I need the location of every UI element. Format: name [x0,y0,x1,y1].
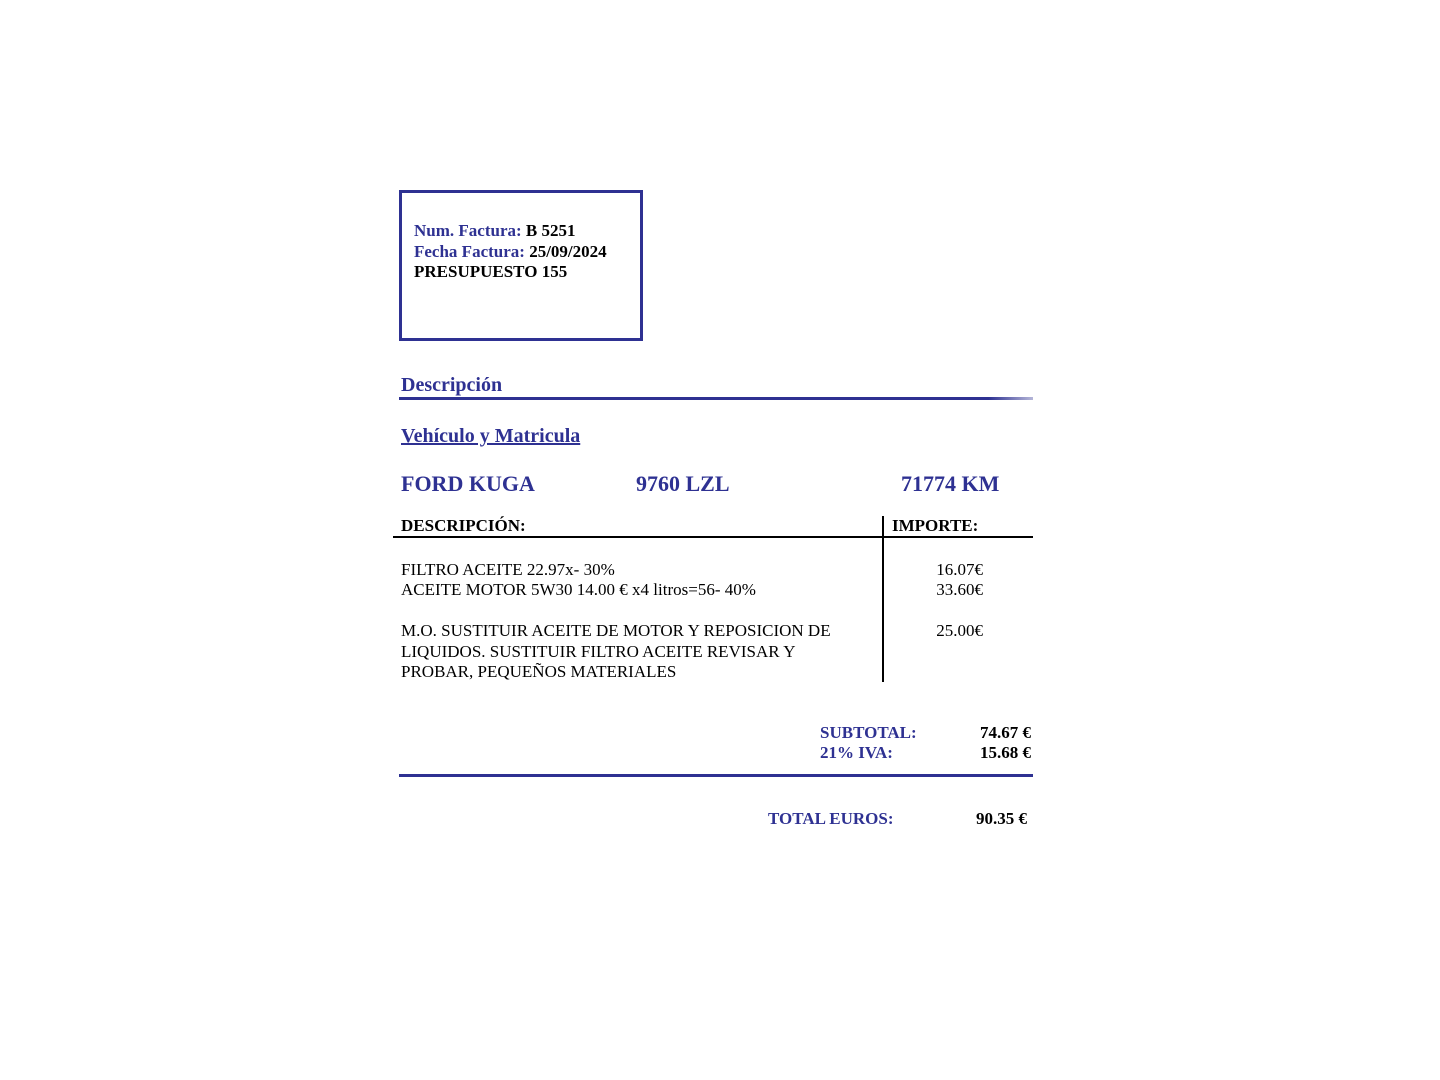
vat-value: 15.68 € [980,743,1031,762]
invoice-info-box [399,190,643,341]
table-header-divider [393,536,1033,538]
invoice-date-row [414,242,607,263]
budget-value: PRESUPUESTO 155 [414,262,568,281]
invoice-date-label: Fecha Factura: [414,241,525,261]
vat-label: 21% IVA: [820,743,893,762]
vehicle-model: FORD KUGA [401,471,535,496]
vehicle-plate: 9760 LZL [636,471,730,496]
budget-row [414,262,607,283]
subtotal-label: SUBTOTAL: [820,723,917,742]
subtotal-value: 74.67 € [980,723,1031,742]
vehicle-heading: Vehículo y Matricula [401,425,581,447]
line-item-amount: 33.60€ [936,580,983,599]
line-item-amount: 25.00€ [936,621,983,640]
invoice-number-row [414,221,607,242]
line-item-description: FILTRO ACEITE 22.97x- 30% [401,560,615,579]
line-item-description: M.O. SUSTITUIR ACEITE DE MOTOR Y REPOSICION DE LIQUIDOS. SUSTITUIR FILTRO ACEITE REVISAR Y PROBAR, PEQUEÑOS MATERIALES [401,621,831,681]
column-header-description: DESCRIPCIÓN: [401,516,526,535]
section-title: Descripción [401,374,503,396]
total-label: TOTAL EUROS: [768,809,894,828]
line-item-amount: 16.07€ [936,560,983,579]
invoice-number-value: B 5251 [525,221,576,240]
invoice-info-lines [414,221,607,283]
vehicle-mileage: 71774 KM [901,471,1000,496]
totals-divider [399,774,1033,777]
total-value: 90.35 € [976,809,1027,828]
column-header-amount: IMPORTE: [892,516,979,535]
invoice-number-label: Num. Factura: [414,221,522,240]
section-divider [399,397,1033,400]
invoice-date-value: 25/09/2024 [529,241,607,261]
line-item-description: ACEITE MOTOR 5W30 14.00 € x4 litros=56- 40% [401,580,756,599]
table-column-divider [882,516,884,682]
